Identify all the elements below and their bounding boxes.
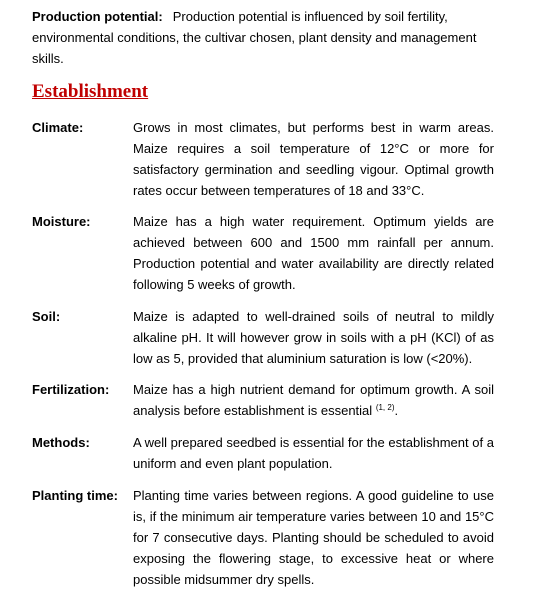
term-description: Maize is adapted to well-drained soils of neutral to mildly alkaline pH. It will however grow in soils with a pH (KCl) of as low as 5, provided that aluminium saturation is low (<20%). (133, 309, 494, 366)
term-label: Fertilization: (32, 382, 110, 397)
production-potential-text: Production potential is influenced by soil fertility, environmental conditions, the cultivar chosen, plant density and management skills. (32, 9, 477, 66)
term-description: Planting time varies between regions. A good guideline to use is, if the minimum air temperature varies between 10 and 15°C for 7 consecutive days. Planting should be scheduled to avoid exposing the flowering stage, to excessive heat or where possible midsummer dry spells. (133, 488, 494, 587)
term-description: Grows in most climates, but performs best in warm areas. Maize requires a soil temperature of 12°C or more for satisfactory germination and seedling vigour. Optimal growth rates occur between temperatures of 18 and 33°C. (133, 120, 494, 198)
term-label: Soil: (32, 309, 61, 324)
term-label: Methods: (32, 435, 90, 450)
fertilization-period: . (394, 403, 399, 418)
term-label: Climate: (32, 120, 84, 135)
reference-superscript: (1, 2) (375, 403, 395, 412)
production-potential-paragraph (32, 6, 502, 69)
term-description: A well prepared seedbed is essential for the establishment of a uniform and even plant population. (133, 435, 494, 471)
fertilization-text: Maize has a high nutrient demand for optimum growth. A soil analysis before establishment is essential (133, 382, 494, 418)
production-potential-label: Production potential: (32, 9, 163, 24)
term-label: Planting time: (32, 488, 118, 503)
term-label: Moisture: (32, 214, 91, 229)
section-heading-establishment: Establishment (32, 81, 149, 102)
term-description (133, 379, 494, 421)
term-description: Maize has a high water requirement. Optimum yields are achieved between 600 and 1500 mm rainfall per annum. Production potential and water availability are directly related following 5 weeks of growth. (133, 214, 494, 292)
